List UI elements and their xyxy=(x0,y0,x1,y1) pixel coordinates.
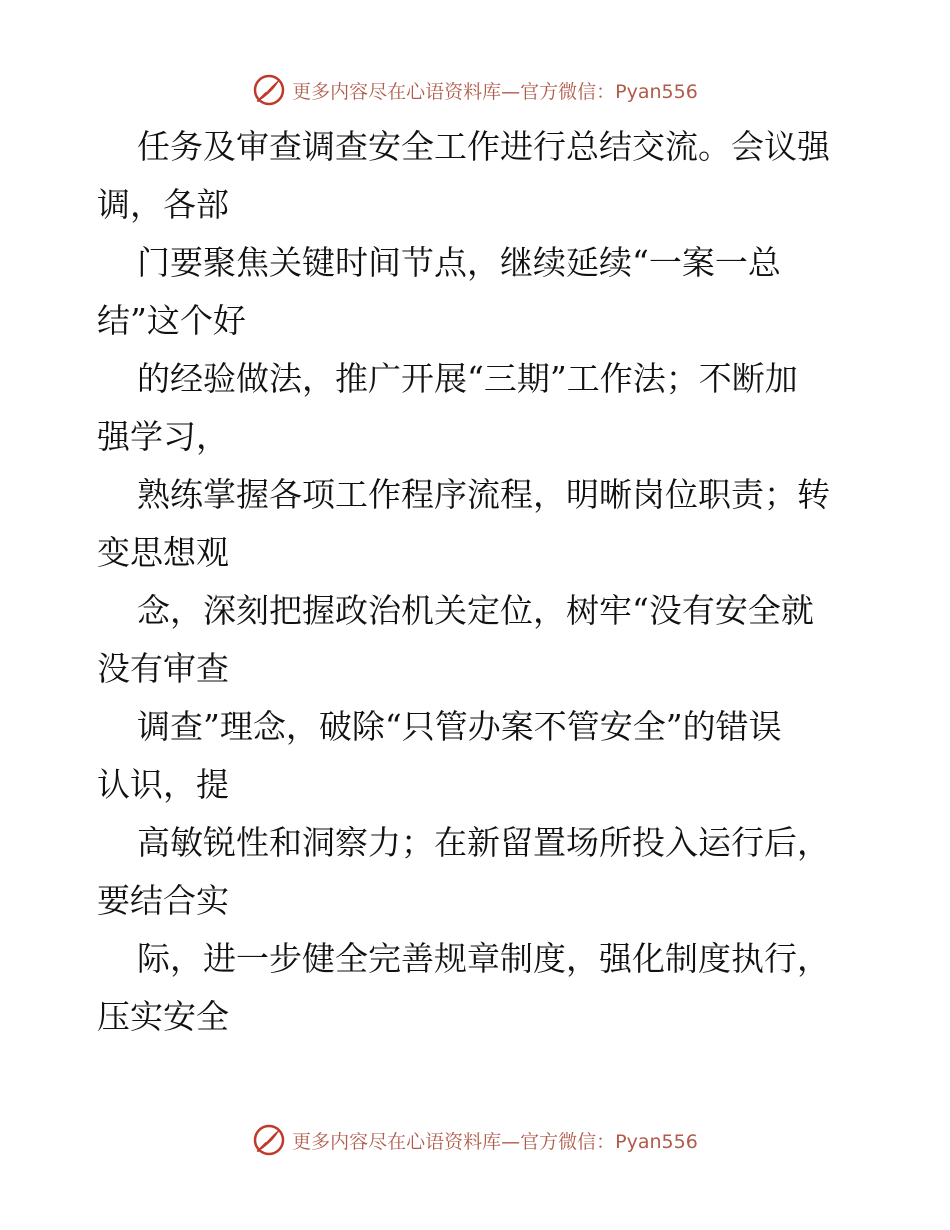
paragraph-line: 认识，提 xyxy=(97,765,229,804)
red-feather-logo-icon xyxy=(252,73,286,107)
paragraph-line: 结”这个好 xyxy=(97,301,246,340)
paragraph-line: 门要聚焦关键时间节点，继续延续“一案一总 xyxy=(137,243,781,282)
paragraph-line: 念，深刻把握政治机关定位，树牢“没有安全就 xyxy=(137,591,814,630)
footer-banner xyxy=(0,1120,950,1160)
paragraph xyxy=(97,466,857,582)
paragraph-line: 熟练掌握各项工作程序流程，明晰岗位职责；转 xyxy=(137,475,830,514)
header-banner-text: 更多内容尽在心语资料库—官方微信：Pyan556 xyxy=(292,80,698,103)
paragraph-line: 高敏锐性和洞察力；在新留置场所投入运行后， xyxy=(137,823,830,862)
paragraph xyxy=(97,814,857,930)
paragraph-line: 变思想观 xyxy=(97,533,229,572)
paragraph-line: 没有审查 xyxy=(97,649,229,688)
paragraph xyxy=(97,582,857,698)
paragraph xyxy=(97,930,857,1046)
paragraph xyxy=(97,118,857,234)
paragraph-line: 任务及审查调查安全工作进行总结交流。会议强 xyxy=(137,127,830,166)
footer-banner-inner xyxy=(252,1123,698,1157)
paragraph xyxy=(97,350,857,466)
paragraph xyxy=(97,698,857,814)
paragraph-line: 调查”理念，破除“只管办案不管安全”的错误 xyxy=(137,707,782,746)
paragraph xyxy=(97,234,857,350)
paragraph-line: 际，进一步健全完善规章制度，强化制度执行， xyxy=(137,939,830,978)
paragraph-line: 压实安全 xyxy=(97,997,229,1036)
header-banner xyxy=(0,70,950,110)
document-body xyxy=(97,118,857,1046)
paragraph-line: 要结合实 xyxy=(97,881,229,920)
footer-banner-text: 更多内容尽在心语资料库—官方微信：Pyan556 xyxy=(292,1130,698,1153)
paragraph-line: 调，各部 xyxy=(97,185,229,224)
paragraph-line: 的经验做法，推广开展“三期”工作法；不断加 xyxy=(137,359,798,398)
header-banner-inner xyxy=(252,73,698,107)
paragraph-line: 强学习， xyxy=(97,417,229,456)
red-feather-logo-icon xyxy=(252,1123,286,1157)
